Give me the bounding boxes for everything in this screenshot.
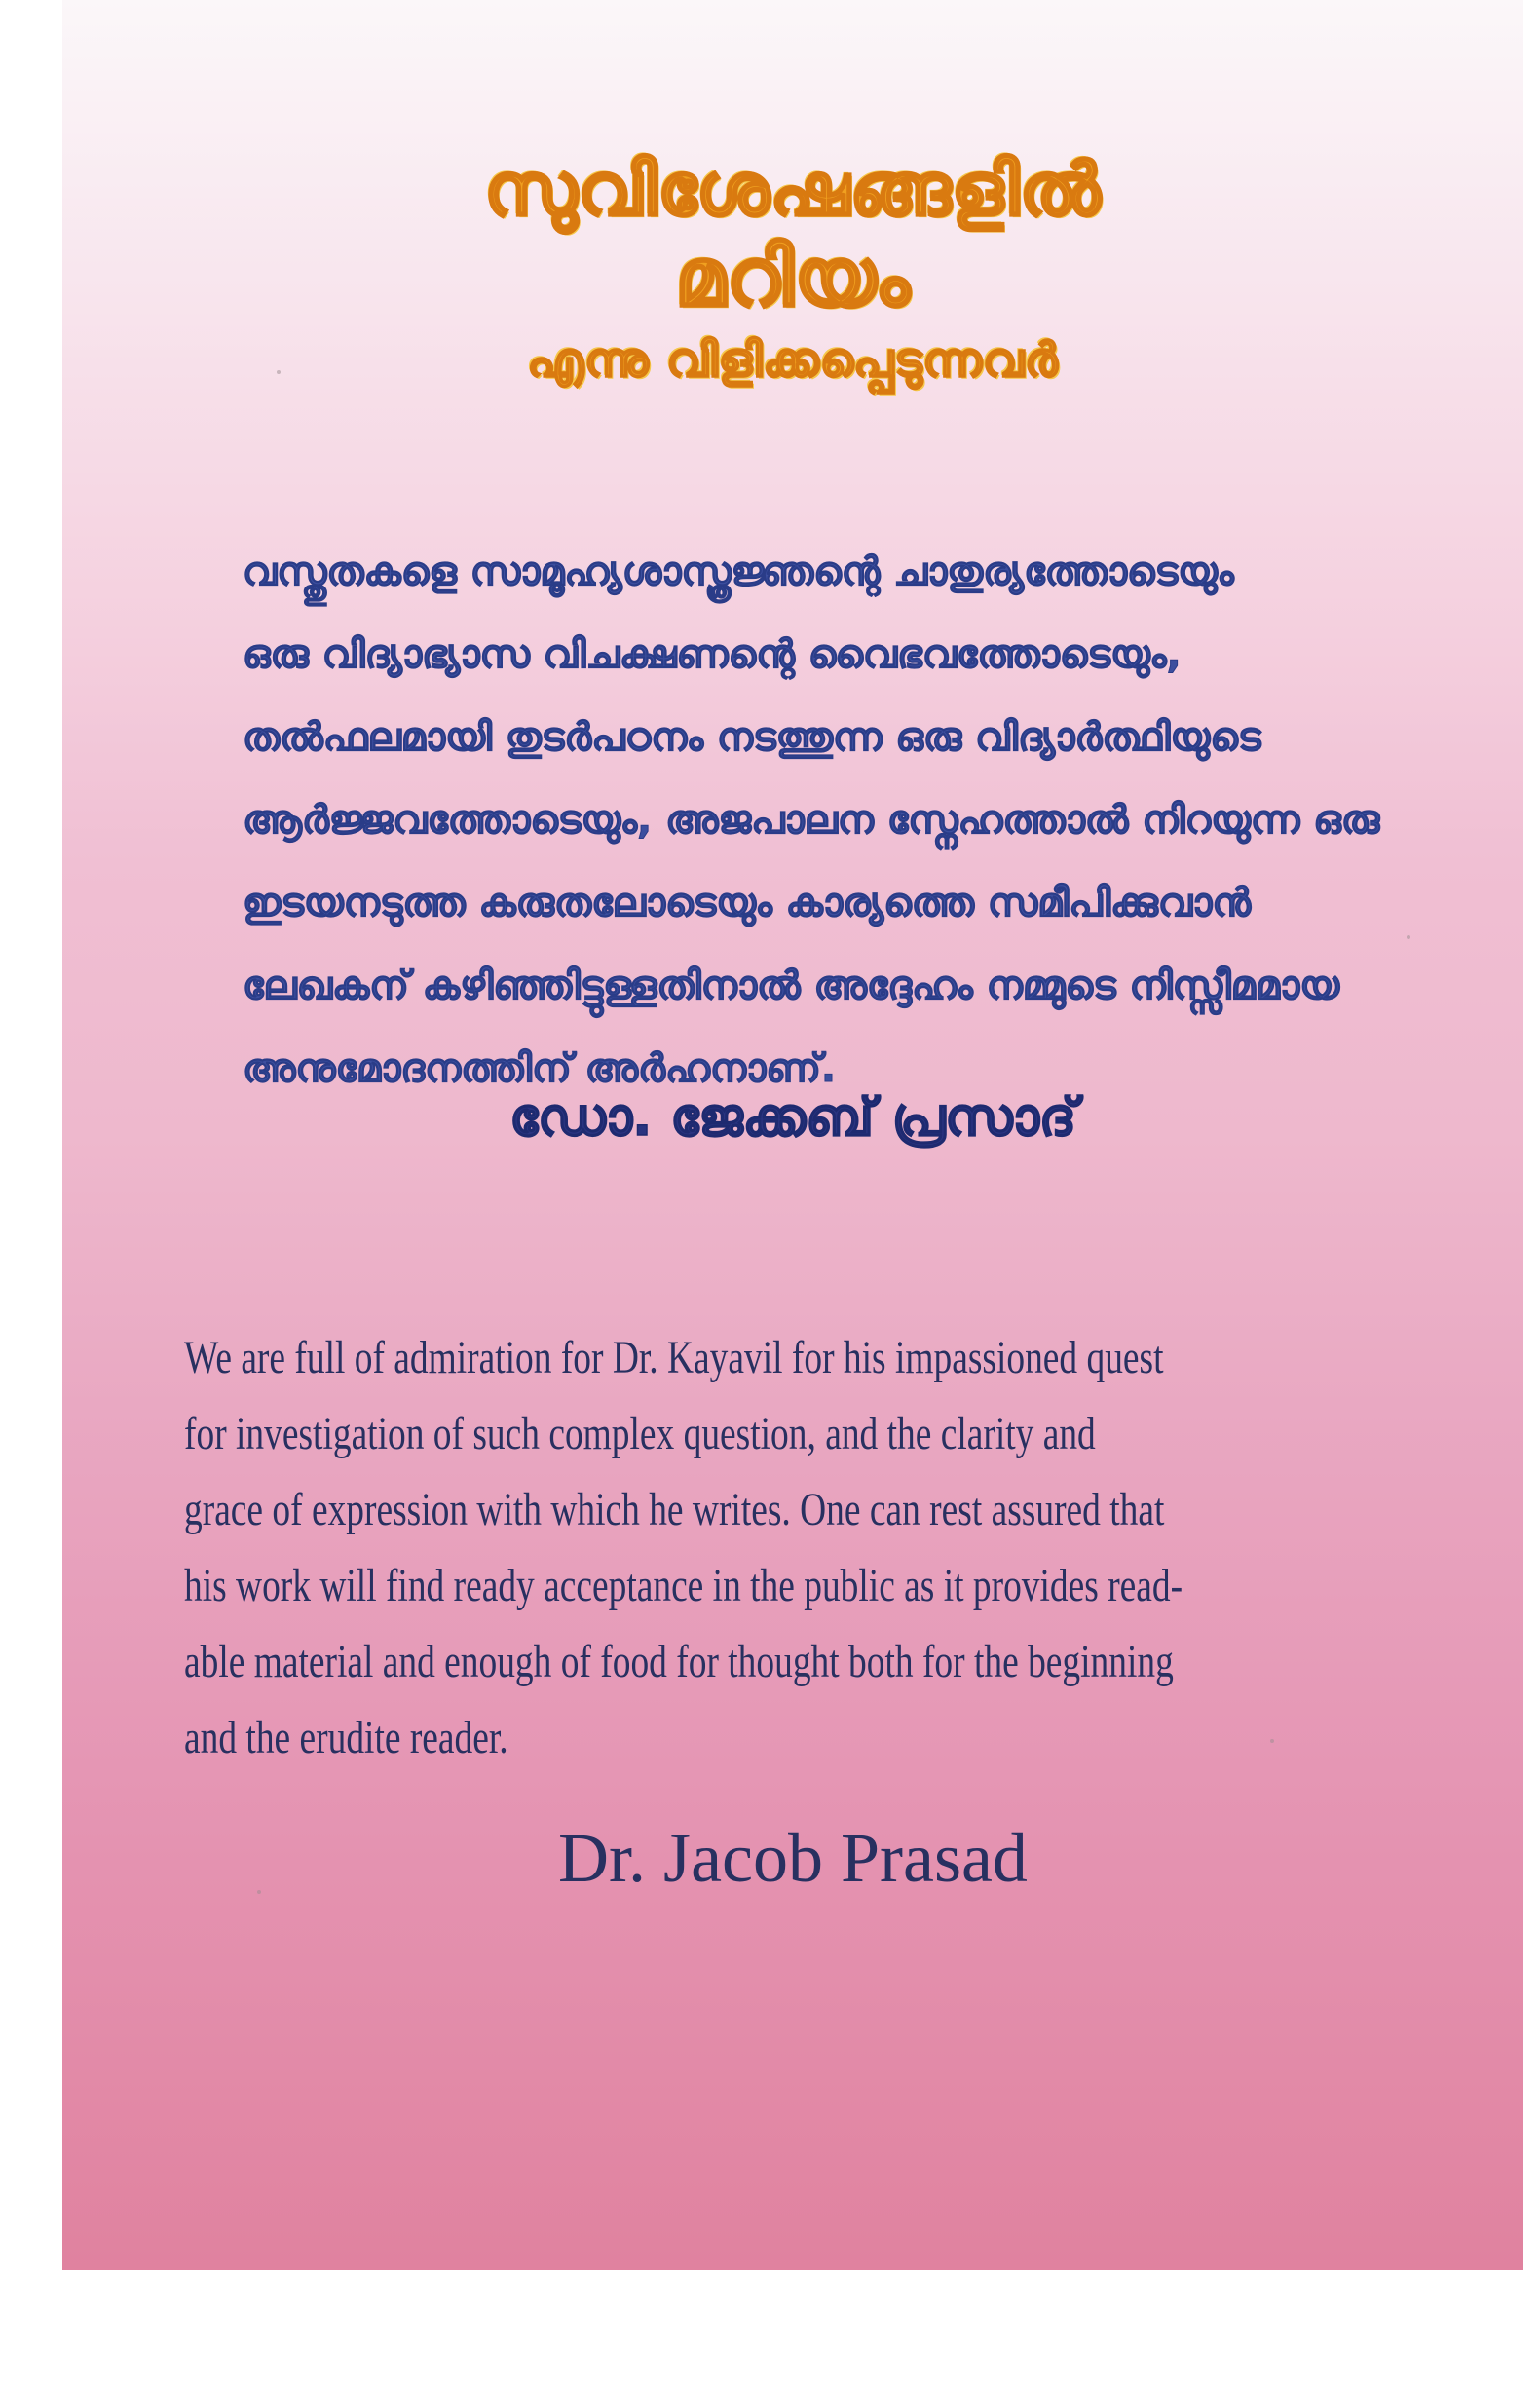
title-line-2: മറിയം — [675, 232, 911, 324]
title-line-1: സുവിശേഷങ്ങളിൽ — [484, 148, 1102, 232]
dust-speck — [257, 1890, 261, 1894]
malayalam-blurb-line: ഇടയനടുത്ത കരുതലോടെയും കാര്യത്തെ സമീപിക്കുവാൻ — [243, 881, 1251, 926]
english-blurb-line: grace of expression with which he writes. One can rest assured that — [184, 1484, 1165, 1535]
english-blurb-line: and the erudite reader. — [184, 1712, 508, 1763]
malayalam-blurb-line: വസ്തുതകളെ സാമൂഹ്യശാസ്ത്രജ്ഞന്റെ ചാതുര്യത്തോടെയും — [243, 549, 1234, 594]
dust-speck — [277, 370, 281, 374]
english-blurb-line: his work will find ready acceptance in the public as it provides read- — [184, 1560, 1183, 1611]
malayalam-blurb-line: തൽഫലമായി തുടർപഠനം നടത്തുന്ന ഒരു വിദ്യാർത്ഥിയുടെ — [243, 715, 1261, 760]
dust-speck — [1407, 935, 1410, 939]
malayalam-blurb-line: ആർജ്ജവത്തോടെയും, അജപാലന സ്നേഹത്താൽ നിറയുന്ന ഒരു — [243, 798, 1380, 843]
english-signature: Dr. Jacob Prasad — [558, 1819, 1028, 1897]
english-blurb-line: for investigation of such complex question, and the clarity and — [184, 1408, 1096, 1459]
english-blurb — [184, 1320, 1476, 1776]
english-blurb-line: able material and enough of food for thought both for the beginning — [184, 1636, 1174, 1687]
malayalam-signature: ഡോ. ജേക്കബ് പ്രസാദ് — [509, 1086, 1076, 1148]
title-subtitle: എന്നു വിളിക്കപ്പെടുന്നവർ — [527, 333, 1059, 388]
dust-speck — [1270, 1739, 1274, 1743]
cover-panel — [62, 0, 1523, 2270]
malayalam-blurb-line: ഒരു വിദ്യാഭ്യാസ വിചക്ഷണന്റെ വൈഭവത്തോടെയും, — [243, 632, 1182, 677]
malayalam-blurb-line: ലേഖകന് കഴിഞ്ഞിട്ടുള്ളതിനാൽ അദ്ദേഹം നമ്മുടെ നിസ്സീമമായ — [243, 964, 1339, 1008]
malayalam-blurb-line: അനുമോദനത്തിന് അർഹനാണ്. — [243, 1046, 837, 1091]
malayalam-blurb — [243, 531, 1470, 1111]
english-blurb-line: We are full of admiration for Dr. Kayavil for his impassioned quest — [184, 1332, 1164, 1383]
